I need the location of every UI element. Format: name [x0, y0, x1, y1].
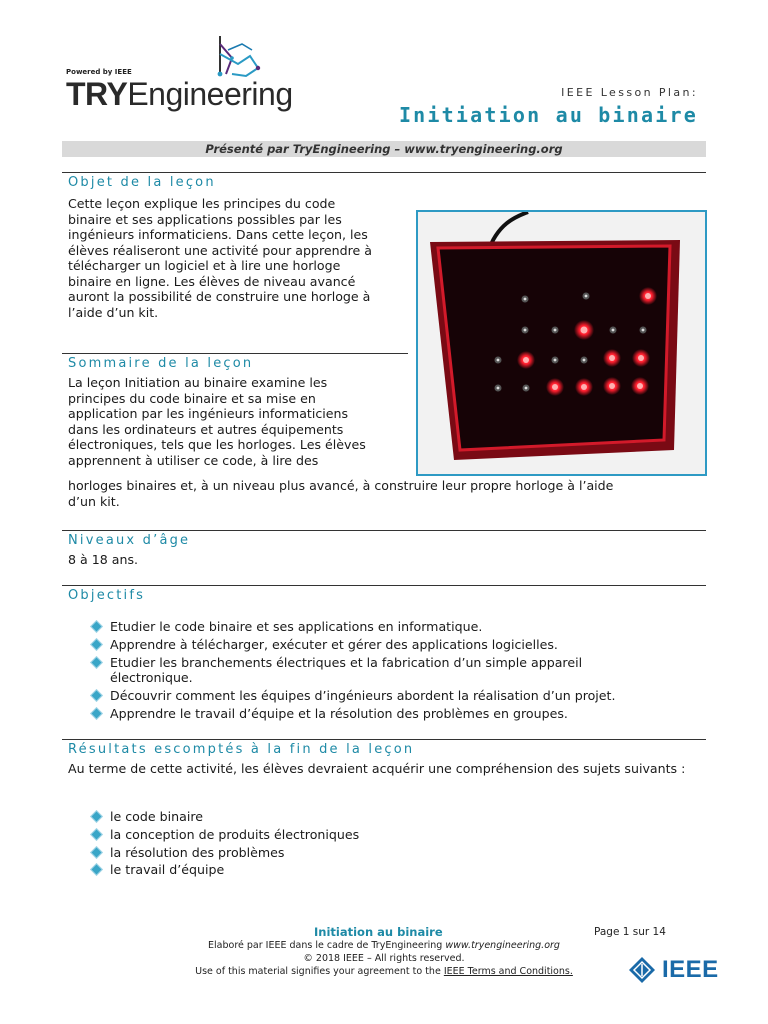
text-line: Cette leçon explique les principes du code [68, 196, 336, 211]
brand-try: TRY [66, 76, 128, 112]
list-item: la conception de produits électroniques [88, 827, 588, 843]
text-line: binaire et ses applications possibles par les [68, 211, 342, 227]
text-line: l’aide d’un kit. [68, 304, 159, 320]
text-line: La leçon Initiation au binaire examine les [68, 375, 328, 390]
sommaire-paragraph [68, 375, 413, 468]
powered-by-label: Powered by IEEE [66, 68, 132, 76]
list-item: Apprendre à télécharger, exécuter et gérer des applications logicielles. [88, 637, 648, 653]
footer-made-by: Elaboré par IEEE dans le cadre de TryEngineering www.tryengineering.org [208, 940, 560, 951]
resultats-list [88, 809, 588, 880]
list-item: le code binaire [88, 809, 588, 825]
circuit-logo-icon [206, 34, 266, 82]
resultats-intro: Au terme de cette activité, les élèves devraient acquérir une compréhension des sujets suivants : [68, 761, 686, 776]
objet-paragraph [68, 196, 413, 320]
footer-title: Initiation au binaire [314, 925, 443, 939]
text-line: dans les ordinateurs et autres équipements [68, 421, 344, 437]
diamond-bullet-icon [90, 656, 103, 669]
list-item: Apprendre le travail d’équipe et la résolution des problèmes en groupes. [88, 706, 648, 722]
diamond-bullet-icon [90, 707, 103, 720]
brand-engineering: Engineering [127, 76, 293, 112]
section-rule [62, 172, 706, 173]
section-title-objet: Objet de la leçon [68, 175, 216, 190]
section-rule [62, 353, 408, 354]
text-line: principes du code binaire et sa mise en [68, 390, 316, 406]
diamond-bullet-icon [90, 638, 103, 651]
section-title-niveaux: Niveaux d’âge [68, 533, 191, 548]
presented-bar [62, 141, 706, 157]
niveaux-text: 8 à 18 ans. [68, 552, 139, 567]
list-item: Etudier le code binaire et ses applications en informatique. [88, 619, 648, 635]
list-item: Découvrir comment les équipes d’ingénieurs abordent la réalisation d’un projet. [88, 688, 648, 704]
ieee-logo [628, 954, 724, 984]
presented-by-text: Présenté par TryEngineering – www.tryengineering.org [205, 142, 563, 156]
footer-copyright: © 2018 IEEE – All rights reserved. [303, 953, 465, 964]
text-line: apprennent à utiliser ce code, à lire des [68, 452, 319, 468]
text-line: horloges binaires et, à un niveau plus avancé, à construire leur propre horloge à l’aide [68, 478, 614, 493]
text-line: élèves réaliseront une activité pour apprendre à [68, 242, 372, 258]
diamond-bullet-icon [90, 689, 103, 702]
footer-terms: Use of this material signifies your agreement to the IEEE Terms and Conditions. [195, 966, 573, 977]
text-line: application par les ingénieurs informaticiens [68, 406, 349, 421]
terms-link[interactable]: IEEE Terms and Conditions. [443, 966, 573, 977]
section-rule [62, 585, 706, 586]
diamond-bullet-icon [90, 846, 103, 859]
section-title-sommaire: Sommaire de la leçon [68, 356, 254, 371]
text-line: ingénieurs informaticiens. Dans cette leçon, les [68, 227, 368, 242]
page-number: Page 1 sur 14 [594, 926, 666, 938]
sommaire-paragraph-wide [68, 478, 708, 509]
text-line: d’un kit. [68, 493, 120, 509]
tryengineering-logo [66, 34, 293, 119]
lesson-plan-label: IEEE Lesson Plan: [561, 86, 698, 99]
list-item: Etudier les branchements électriques et la fabrication d’un simple appareil électronique. [88, 655, 648, 686]
text-line: auront la possibilité de construire une horloge à [68, 289, 371, 304]
list-item: la résolution des problèmes [88, 845, 588, 861]
objectifs-list [88, 619, 648, 723]
diamond-bullet-icon [90, 864, 103, 877]
diamond-bullet-icon [90, 828, 103, 841]
section-rule [62, 739, 706, 740]
lesson-title: Initiation au binaire [398, 103, 698, 127]
binary-clock-photo [416, 210, 707, 476]
section-rule [62, 530, 706, 531]
diamond-bullet-icon [90, 810, 103, 823]
text-line: télécharger un logiciel et à lire une horloge [68, 258, 341, 273]
ieee-diamond-icon [628, 956, 656, 984]
text-line: électroniques, tels que les horloges. Les élèves [68, 437, 366, 452]
footer-url-link[interactable]: www.tryengineering.org [445, 940, 560, 951]
list-item: le travail d’équipe [88, 862, 588, 878]
section-title-objectifs: Objectifs [68, 588, 146, 603]
section-title-resultats: Résultats escomptés à la fin de la leçon [68, 742, 415, 757]
ieee-wordmark: IEEE [662, 956, 719, 983]
text-line: binaire en ligne. Les élèves de niveau avancé [68, 273, 356, 289]
diamond-bullet-icon [90, 620, 103, 633]
